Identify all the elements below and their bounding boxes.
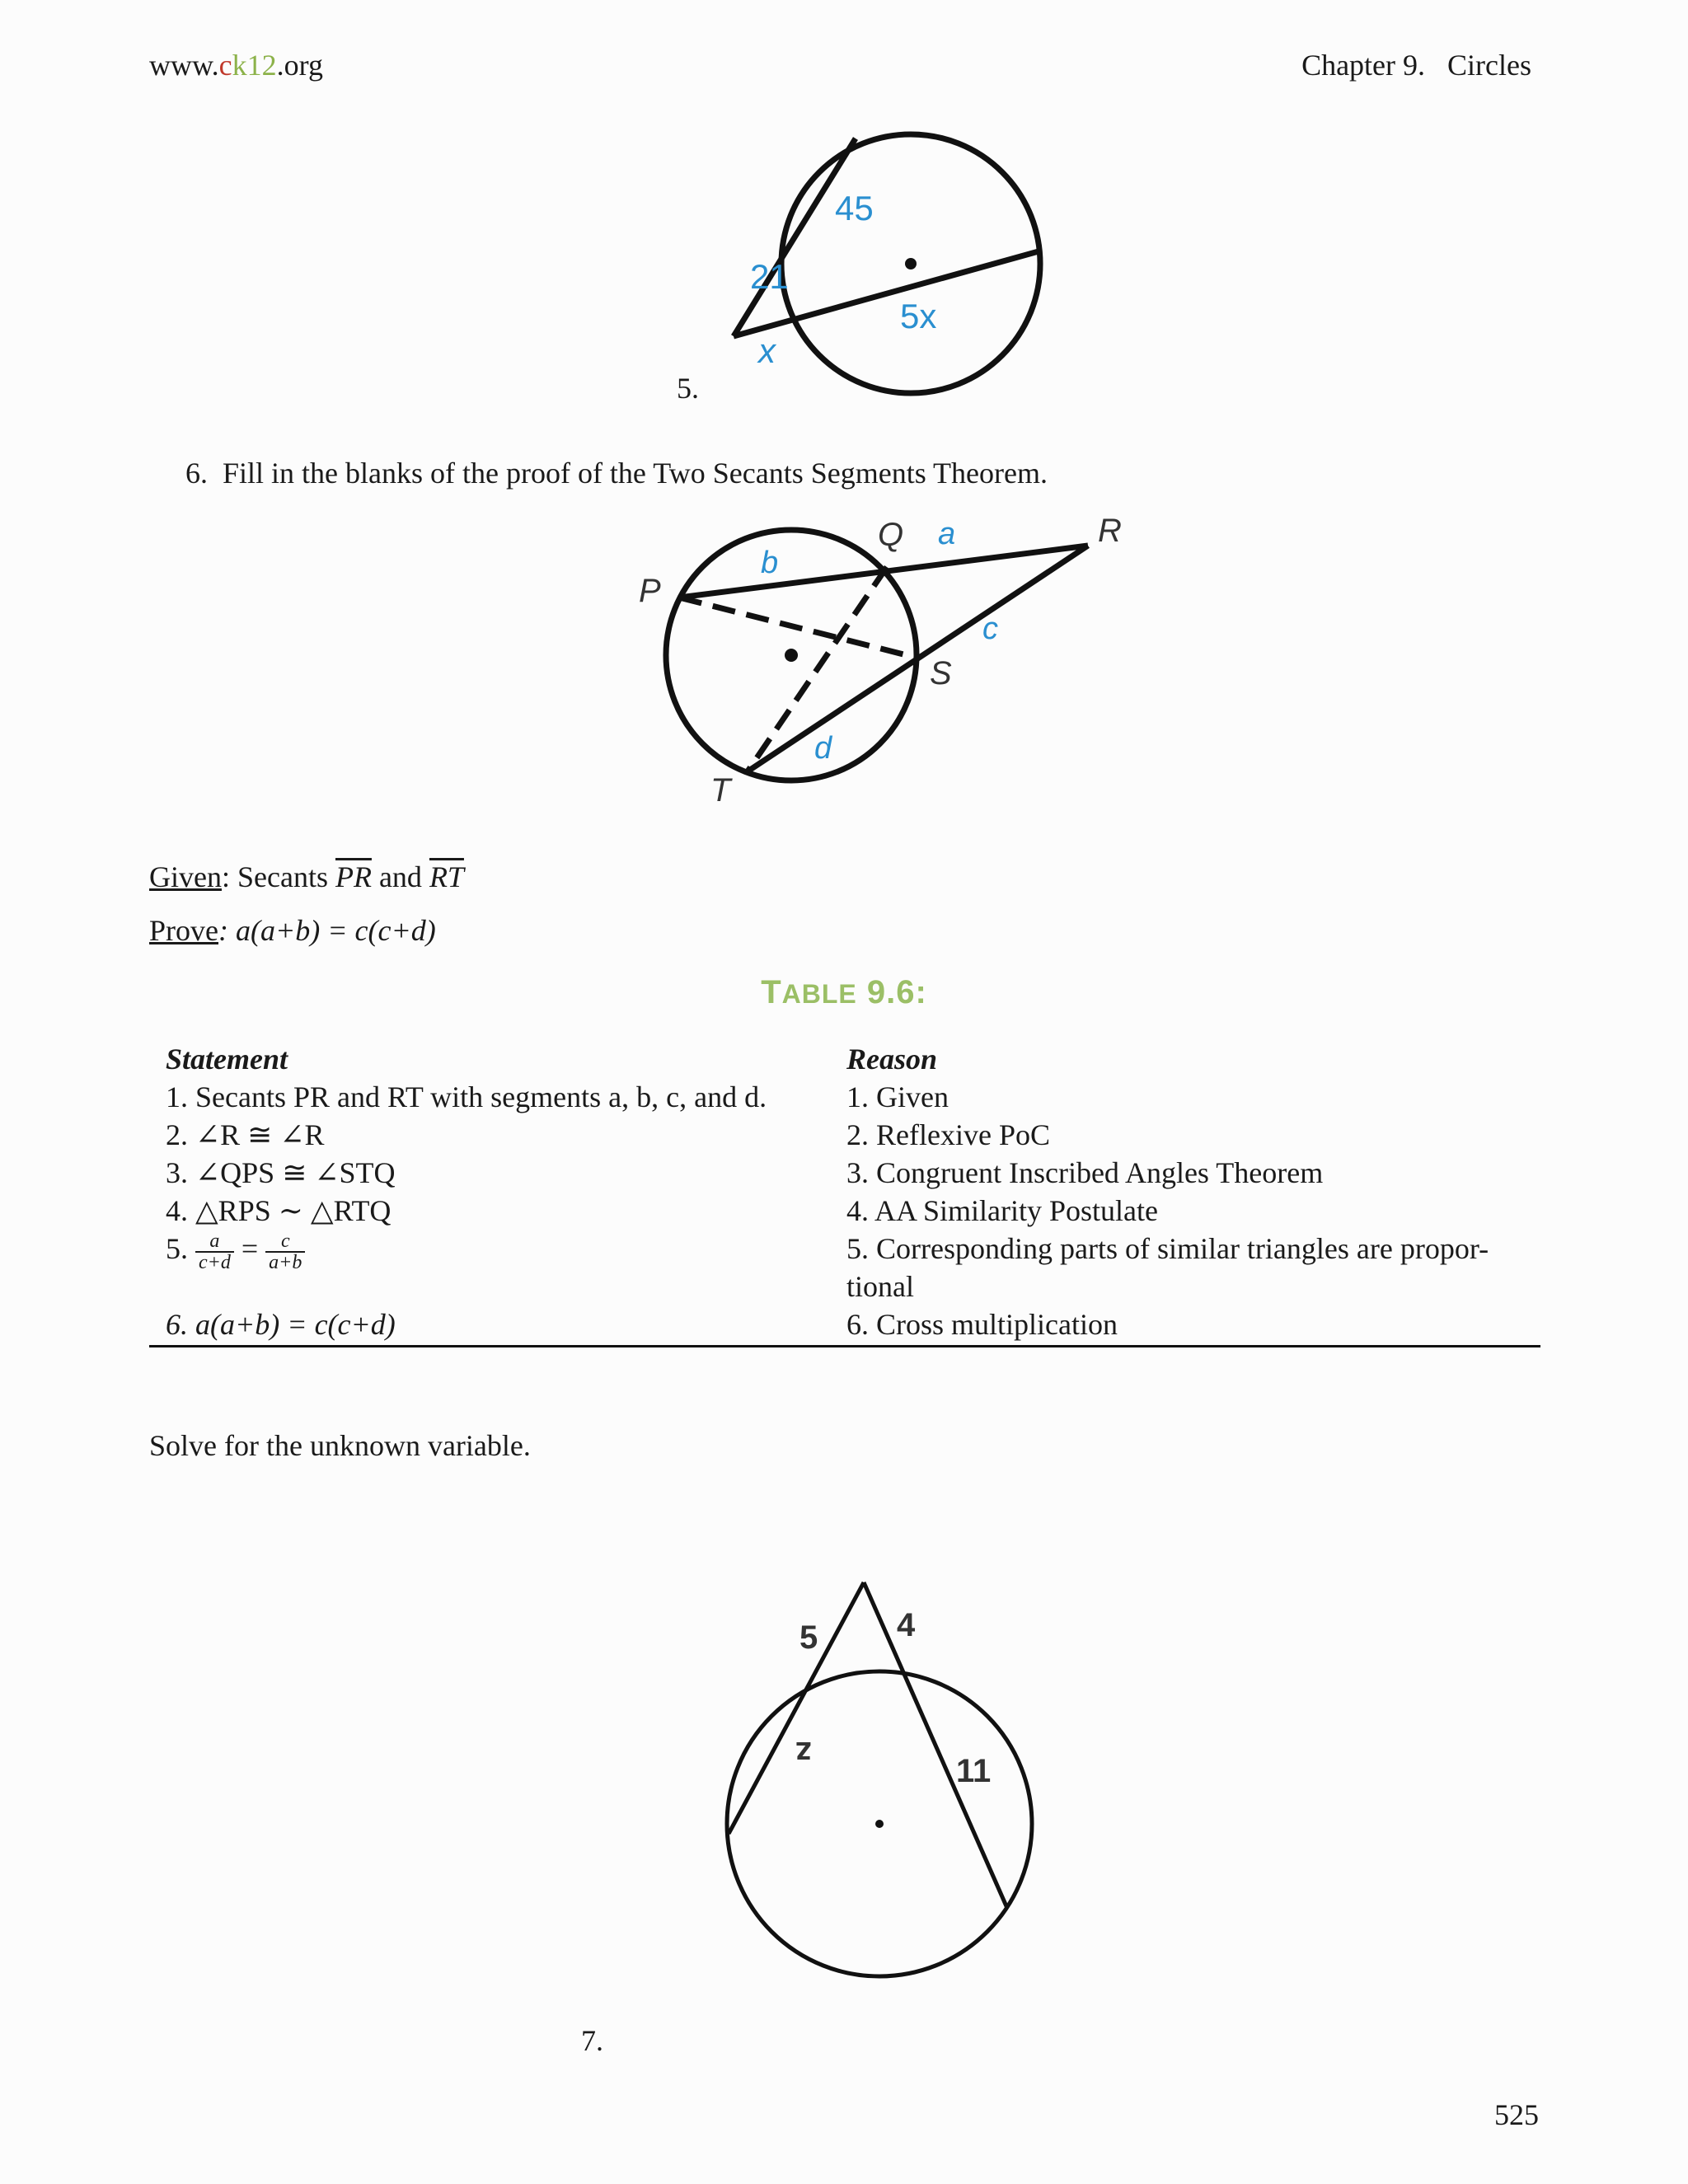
given-seg-rt: $\overline{RT}$ xyxy=(429,860,464,893)
given-label: Given xyxy=(149,860,222,893)
label-a: a xyxy=(938,517,956,551)
frac2-den: a+b xyxy=(269,1251,302,1273)
chord-PS xyxy=(679,598,917,658)
table-title-prefix: T xyxy=(761,974,782,1010)
given-seg-pr: $\overline{PR}$ xyxy=(335,860,372,893)
table-bottom-rule xyxy=(149,1345,1540,1347)
table-title xyxy=(0,974,1688,1011)
table-header-row xyxy=(149,1040,1542,1078)
site-k: k12 xyxy=(232,49,277,82)
problem7-label-z: z xyxy=(795,1735,812,1771)
problem6-center xyxy=(785,649,798,662)
page-number: 525 xyxy=(1494,2098,1539,2131)
given-line xyxy=(149,860,464,895)
table-row xyxy=(149,1192,1542,1230)
chapter-title: Chapter 9. Circles xyxy=(1301,49,1531,82)
problem6-diagram xyxy=(626,503,1137,816)
problem5-center xyxy=(905,258,917,269)
reason-3: 3. Congruent Inscribed Angles Theorem xyxy=(846,1156,1324,1189)
problem7-label-5: 5 xyxy=(799,1619,818,1656)
problem5-number: 5. xyxy=(677,372,699,405)
problem7-diagram xyxy=(709,1566,1055,1994)
statement-3: 3. ∠QPS ≅ ∠STQ xyxy=(166,1156,396,1189)
point-S: S xyxy=(930,655,952,691)
point-T: T xyxy=(710,772,731,808)
table-row xyxy=(149,1116,1542,1154)
statement-5-eq: = xyxy=(241,1232,259,1265)
table-row xyxy=(149,1230,1542,1305)
prove-text: : a(a+b) = c(c+d) xyxy=(218,914,436,947)
reason-4: 4. AA Similarity Postulate xyxy=(846,1194,1159,1227)
proof-table xyxy=(149,1040,1542,1343)
statement-5 xyxy=(149,1230,846,1305)
table-title-small: ABLE xyxy=(781,979,857,1009)
site-suffix: .org xyxy=(276,49,323,82)
site-url[interactable] xyxy=(149,48,323,82)
fraction-a-over-c-plus-d xyxy=(195,1231,234,1272)
frac2-num: c xyxy=(265,1231,305,1253)
statement-1: 1. Secants PR and RT with segments a, b, c, and d. xyxy=(166,1080,767,1113)
site-c: c xyxy=(218,49,232,82)
fraction-c-over-a-plus-b xyxy=(265,1231,305,1272)
table-row xyxy=(149,1078,1542,1116)
point-R: R xyxy=(1098,513,1122,549)
problem6-instruction: 6. Fill in the blanks of the proof of the Two Secants Segments Theorem. xyxy=(185,457,1048,490)
frac1-num: a xyxy=(195,1231,234,1253)
point-P: P xyxy=(639,573,661,609)
problem7-secant-right xyxy=(864,1582,1006,1906)
table-row xyxy=(149,1305,1542,1343)
problem7-label-11: 11 xyxy=(956,1753,992,1789)
reason-2: 2. Reflexive PoC xyxy=(846,1118,1050,1151)
statement-6: 6. a(a+b) = c(c+d) xyxy=(166,1308,396,1341)
problem5-label-21: 21 xyxy=(750,257,789,296)
reason-5-line1: 5. Corresponding parts of similar triangles are propor- xyxy=(846,1232,1489,1265)
given-and: and xyxy=(371,860,429,893)
problem5-diagram xyxy=(709,124,1071,412)
label-b: b xyxy=(761,546,779,580)
statement-5-prefix: 5. xyxy=(166,1232,188,1265)
problem7-label-4: 4 xyxy=(897,1607,916,1643)
problem7-number: 7. xyxy=(581,2024,603,2057)
reason-5 xyxy=(846,1230,1542,1305)
statement-4: 4. △RPS ∼ △RTQ xyxy=(166,1194,392,1227)
statement-2: 2. ∠R ≅ ∠R xyxy=(166,1118,325,1151)
reason-6: 6. Cross multiplication xyxy=(846,1308,1118,1341)
problem5-label-x: x xyxy=(758,331,776,370)
given-text: : Secants xyxy=(221,860,335,893)
problem7-center xyxy=(875,1820,884,1828)
table-row xyxy=(149,1154,1542,1192)
site-prefix: www. xyxy=(149,49,219,82)
header-statement: Statement xyxy=(166,1043,288,1076)
reason-1: 1. Given xyxy=(846,1080,949,1113)
reason-5-line2: tional xyxy=(846,1270,914,1303)
problem7-secant-left xyxy=(729,1582,864,1834)
problem5-label-45: 45 xyxy=(835,189,874,227)
prove-line xyxy=(149,913,436,949)
table-title-num: 9.6: xyxy=(856,974,927,1010)
label-d: d xyxy=(814,731,832,766)
frac1-den: c+d xyxy=(199,1251,231,1273)
label-c: c xyxy=(982,612,998,646)
header-reason: Reason xyxy=(846,1043,938,1076)
point-Q: Q xyxy=(878,517,904,553)
problem5-label-5x: 5x xyxy=(900,297,937,335)
solve-instruction: Solve for the unknown variable. xyxy=(149,1429,531,1462)
prove-label: Prove xyxy=(149,914,218,947)
